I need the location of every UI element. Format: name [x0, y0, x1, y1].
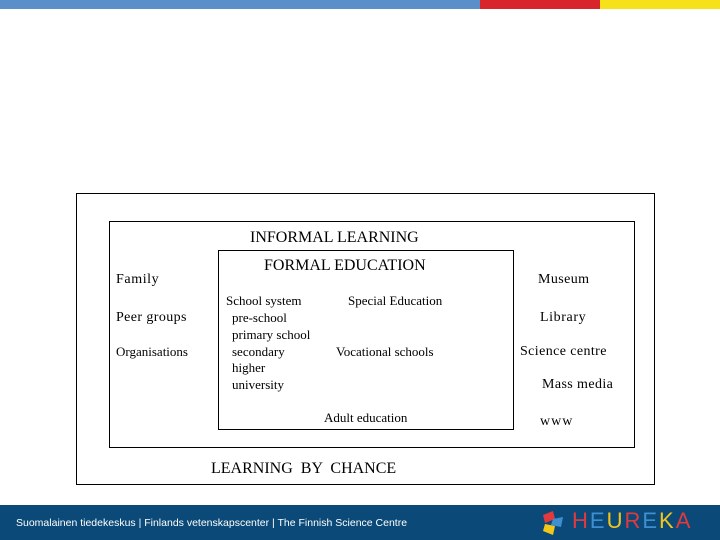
informal-item-museum: Museum: [538, 272, 590, 287]
formal-education-title: FORMAL EDUCATION: [264, 257, 426, 274]
brand-letter: U: [606, 508, 625, 533]
brand-letter: E: [642, 508, 660, 533]
top-bar-blue: [0, 0, 480, 9]
brand-letter: K: [659, 508, 676, 533]
informal-item-peer-groups: Peer groups: [116, 310, 187, 325]
brand-letter: E: [589, 508, 607, 533]
informal-learning-title: INFORMAL LEARNING: [250, 229, 419, 246]
school-item-pre-school: pre-school: [232, 310, 287, 325]
school-item-secondary: secondary: [232, 344, 285, 359]
informal-item-www: www: [540, 414, 574, 429]
school-item-primary-school: primary school: [232, 327, 311, 342]
adult-education-label: Adult education: [324, 410, 408, 425]
special-education-label: Special Education: [348, 293, 443, 308]
informal-item-library: Library: [540, 310, 587, 325]
brand-letter: R: [624, 508, 643, 533]
informal-item-family: Family: [116, 272, 160, 287]
learning-by-chance-title: LEARNING BY CHANCE: [211, 460, 397, 477]
footer-organisation-text: Suomalainen tiedekeskus | Finlands vetenskapscenter | The Finnish Science Centre: [16, 517, 408, 529]
vocational-schools-label: Vocational schools: [336, 344, 434, 359]
school-system-heading: School system: [226, 293, 302, 308]
top-bar-yellow: [600, 0, 720, 9]
school-item-higher: higher: [232, 360, 266, 375]
brand-letter: H: [572, 508, 590, 533]
heureka-logo-icon: [541, 511, 565, 535]
informal-item-science-centre: Science centre: [520, 344, 607, 359]
heureka-wordmark: [572, 510, 692, 532]
informal-item-organisations: Organisations: [116, 344, 188, 359]
informal-item-mass-media: Mass media: [542, 377, 614, 392]
brand-letter: A: [675, 508, 693, 533]
top-bar-red: [480, 0, 600, 9]
school-item-university: university: [232, 377, 284, 392]
